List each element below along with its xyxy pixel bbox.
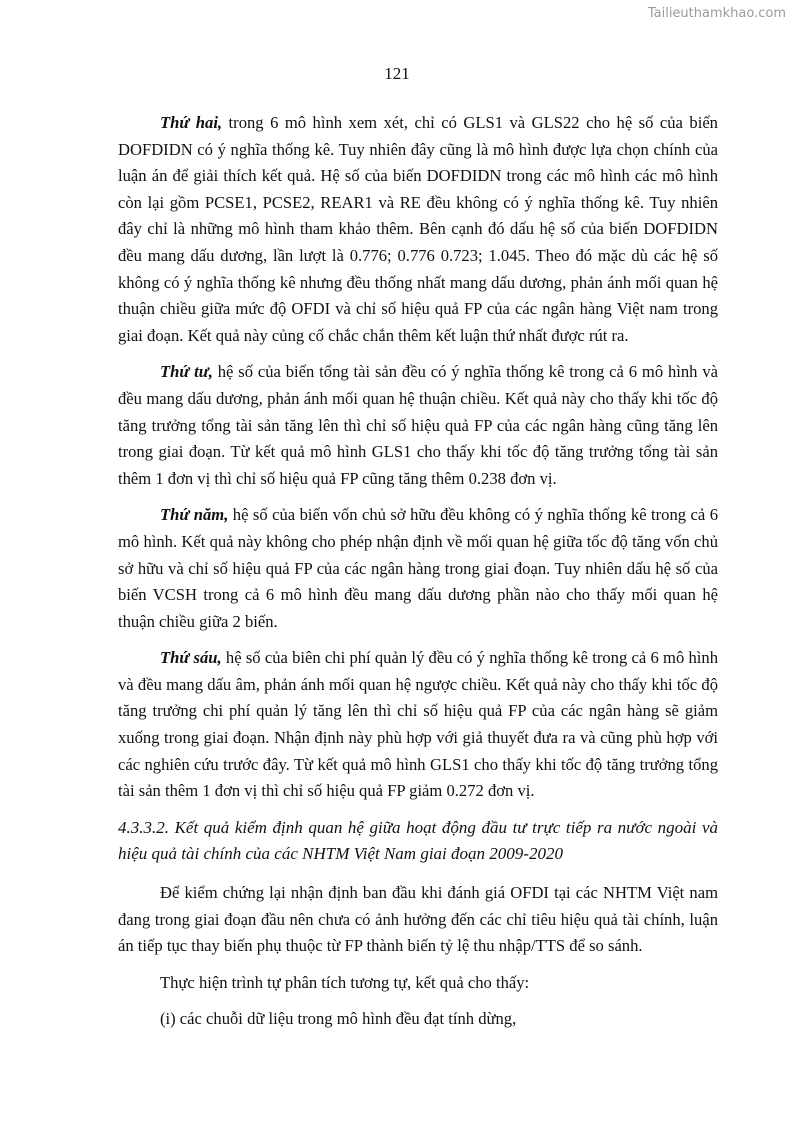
paragraph-thu-tu bbox=[118, 359, 718, 492]
paragraph-lead: Thứ năm, bbox=[160, 505, 229, 525]
paragraph-procedure: Thực hiện trình tự phân tích tương tự, kết quả cho thấy: bbox=[160, 972, 530, 992]
paragraph-lead: Thứ hai, bbox=[160, 113, 223, 132]
paragraph-text: hệ số của biến tổng tài sản đều có ý nghĩa thống kê trong cả 6 mô hình và đều mang dấu dương, phản ánh mối quan hệ thuận chiều. Kết quả này cho thấy khi tốc độ tăng trưởng tổng tài sản tăng lên thì chỉ số hiệu quả FP của các ngân hàng cũng tăng lên trong giai đoạn. Từ kết quả mô hình GLS1 cho thấy khi tốc độ tăng trưởng tổng tài sản thêm 1 đơn vị thì chỉ số hiệu quả FP cũng tăng thêm 0.238 đơn vị. bbox=[118, 362, 718, 488]
paragraph-lead: Thứ tư, bbox=[160, 362, 213, 382]
paragraph-text: hệ số của biến vốn chủ sở hữu đều không có ý nghĩa thống kê trong cả 6 mô hình. Kết quả này không cho phép nhận định về mối quan hệ giữa tốc độ tăng vốn chủ sở hữu và chỉ số hiệu quả FP của các ngân hàng trong giai đoạn. Tuy nhiên dấu hệ số của biến VCSH trong cả 6 mô hình đều mang dấu dương phần nào cho thấy mối quan hệ thuận chiều giữa 2 biến. bbox=[118, 505, 718, 631]
document-body bbox=[118, 110, 718, 1043]
paragraph-item-i: (i) các chuỗi dữ liệu trong mô hình đều đạt tính dừng, bbox=[160, 1009, 517, 1029]
paragraph-thu-nam bbox=[118, 502, 718, 635]
section-heading: 4.3.3.2. Kết quả kiểm định quan hệ giữa hoạt động đầu tư trực tiếp ra nước ngoài và hiệu quả tài chính của các NHTM Việt Nam giai đoạn 2009-2020 bbox=[118, 817, 718, 864]
paragraph-text: hệ số của biên chi phí quản lý đều có ý nghĩa thống kê trong cả 6 mô hình và đều mang dấu âm, phản ánh mối quan hệ ngược chiều. Kết quả này cho thấy khi tốc độ tăng trưởng chi phí quản lý tăng lên thì chỉ số hiệu quả FP của các ngân hàng sẽ giảm xuống trong giai đoạn. Nhận định này phù hợp với giả thuyết đưa ra và cũng phù hợp với các nghiên cứu trước đây. Từ kết quả mô hình GLS1 cho thấy khi tốc độ tăng trưởng tổng tài sản thêm 1 đơn vị thì chỉ số hiệu quả FP giảm 0.272 đơn vị. bbox=[118, 648, 718, 801]
paragraph-intro: Để kiểm chứng lại nhận định ban đầu khi đánh giá OFDI tại các NHTM Việt nam đang trong giai đoạn đầu nên chưa có ảnh hưởng đến các chỉ tiêu hiệu quả tài chính, luận án tiếp tục thay biến phụ thuộc từ FP thành biến tỷ lệ thu nhập/TTS để so sánh. bbox=[118, 883, 718, 956]
page-number: 121 bbox=[384, 64, 410, 83]
paragraph-thu-hai bbox=[118, 110, 718, 349]
paragraph-thu-sau bbox=[118, 645, 718, 805]
paragraph-text: trong 6 mô hình xem xét, chỉ có GLS1 và GLS22 cho hệ số của biến DOFDIDN có ý nghĩa thống kê. Tuy nhiên đây cũng là mô hình được lựa chọn chính của luận án để giải thích kết quả. Hệ số của biến DOFDIDN trong các mô hình các mô hình còn lại gồm PCSE1, PCSE2, REAR1 và RE đều không có ý nghĩa thống kê. Tuy nhiên đây chỉ là những mô hình tham khảo thêm. Bên cạnh đó dấu hệ số của biến DOFDIDN đều mang dấu dương, lần lượt là 0.776; 0.776 0.723; 1.045. Theo đó mặc dù các hệ số không có ý nghĩa thống kê nhưng đều thống nhất mang dấu dương, phản ánh mối quan hệ thuận chiều giữa mức độ OFDI và chỉ số hiệu quả FP của các ngân hàng Việt nam trong giai đoạn. Kết quả này củng cố chắc chắn thêm kết luận thứ nhất được rút ra. bbox=[118, 113, 718, 345]
watermark: Tailieuthamkhao.com bbox=[647, 6, 786, 21]
paragraph-lead: Thứ sáu, bbox=[160, 648, 222, 668]
